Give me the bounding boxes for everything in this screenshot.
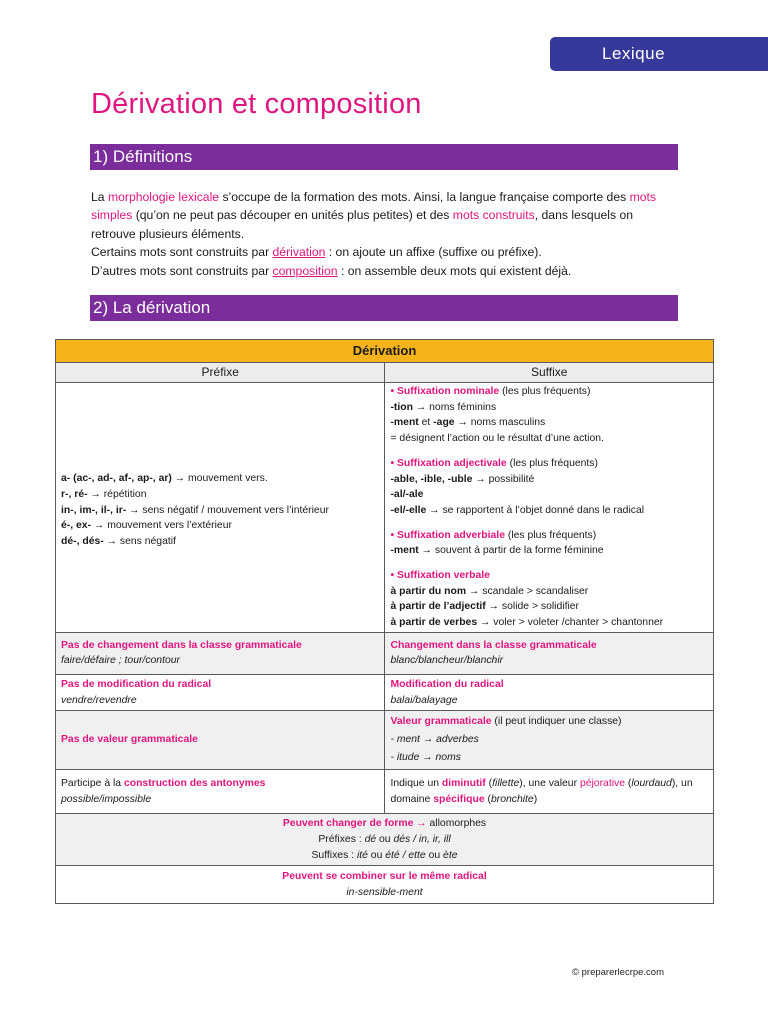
derivation-table	[55, 339, 714, 904]
combination-row: Peuvent se combiner sur le même radical in-sensible-ment	[56, 866, 714, 904]
list-item: -el/-elle → se rapportent à l’objet donné dans le radical	[390, 504, 645, 516]
column-header-prefix: Préfixe	[56, 363, 385, 383]
list-item: -al/-ale	[390, 489, 424, 501]
list-item: -ment → souvent à partir de la forme féminine	[390, 545, 604, 557]
intro-paragraph-1: La morphologie lexicale s’occupe de la formation des mots. Ainsi, la langue française comporte des mots simples (qu’on ne peut pas découper en unités plus petites) et des mots construits, dans lesquels on retrouve plusieurs éléments.	[91, 190, 657, 241]
copyright-footer: © preparerlecrpe.com	[572, 967, 665, 978]
suffix-adverbial-heading: • Suffixation adverbiale (les plus fréquents)	[390, 529, 597, 541]
list-item: -able, -ible, -uble → possibilité	[390, 473, 535, 485]
list-item: a- (ac-, ad-, af-, ap-, ar) → mouvement vers.	[61, 473, 268, 485]
list-item: in-, im-, il-, ir- → sens négatif / mouvement vers l’intérieur	[61, 504, 329, 516]
table-row: Valeur grammaticale (il peut indiquer une classe) - ment → adverbes - itude → noms	[385, 711, 714, 770]
list-item: = désignent l’action ou le résultat d’une action.	[390, 433, 604, 445]
prefix-list	[56, 383, 385, 633]
list-item: -ment et -age → noms masculins	[390, 417, 546, 429]
list-item: à partir de verbes → voler > voleter /chanter > chantonner	[390, 617, 664, 629]
table-row: Modification du radical balai/balayage	[385, 674, 714, 710]
column-header-suffix: Suffixe	[385, 363, 714, 383]
suffix-list	[385, 383, 714, 633]
table-title: Dérivation	[56, 340, 714, 363]
intro-paragraph-3: D’autres mots sont construits par composition : on assemble deux mots qui existent déjà.	[91, 263, 572, 278]
section-heading-derivation: 2) La dérivation	[90, 295, 678, 321]
list-item: à partir du nom → scandale > scandaliser	[390, 585, 589, 597]
list-item: dé-, dés- → sens négatif	[61, 535, 176, 547]
category-tag: Lexique	[550, 37, 768, 71]
table-row: Participe à la construction des antonymes possible/impossible	[56, 770, 385, 814]
suffix-verbal-heading: • Suffixation verbale	[390, 570, 490, 582]
allomorphs-row: Peuvent changer de forme → allomorphes Préfixes : dé ou dés / in, ir, ill Suffixes : ité ou été / ette ou ète	[56, 814, 714, 866]
list-item: é-, ex- → mouvement vers l’extérieur	[61, 520, 232, 532]
list-item: -tion → noms féminins	[390, 401, 497, 413]
table-row: Changement dans la classe grammaticale blanc/blancheur/blanchir	[385, 632, 714, 674]
suffix-adjectival-heading: • Suffixation adjectivale (les plus fréquents)	[390, 457, 598, 469]
list-item: à partir de l’adjectif → solide > solidifier	[390, 601, 580, 613]
page-title: Dérivation et composition	[91, 88, 422, 120]
table-row: Pas de modification du radical vendre/revendre	[56, 674, 385, 710]
suffix-nominal-heading: • Suffixation nominale (les plus fréquents)	[390, 386, 591, 397]
intro-paragraph-2: Certains mots sont construits par dérivation : on ajoute un affixe (suffixe ou préfixe).	[91, 245, 542, 260]
list-item: r-, ré- → répétition	[61, 488, 147, 500]
definitions-text	[91, 188, 681, 280]
table-row: Pas de changement dans la classe grammaticale faire/défaire ; tour/contour	[56, 632, 385, 674]
table-row: Pas de valeur grammaticale	[56, 711, 385, 770]
table-row: Indique un diminutif (fillette), une valeur péjorative (lourdaud), un domaine spécifique (bronchite)	[385, 770, 714, 814]
section-heading-definitions: 1) Définitions	[90, 144, 678, 170]
